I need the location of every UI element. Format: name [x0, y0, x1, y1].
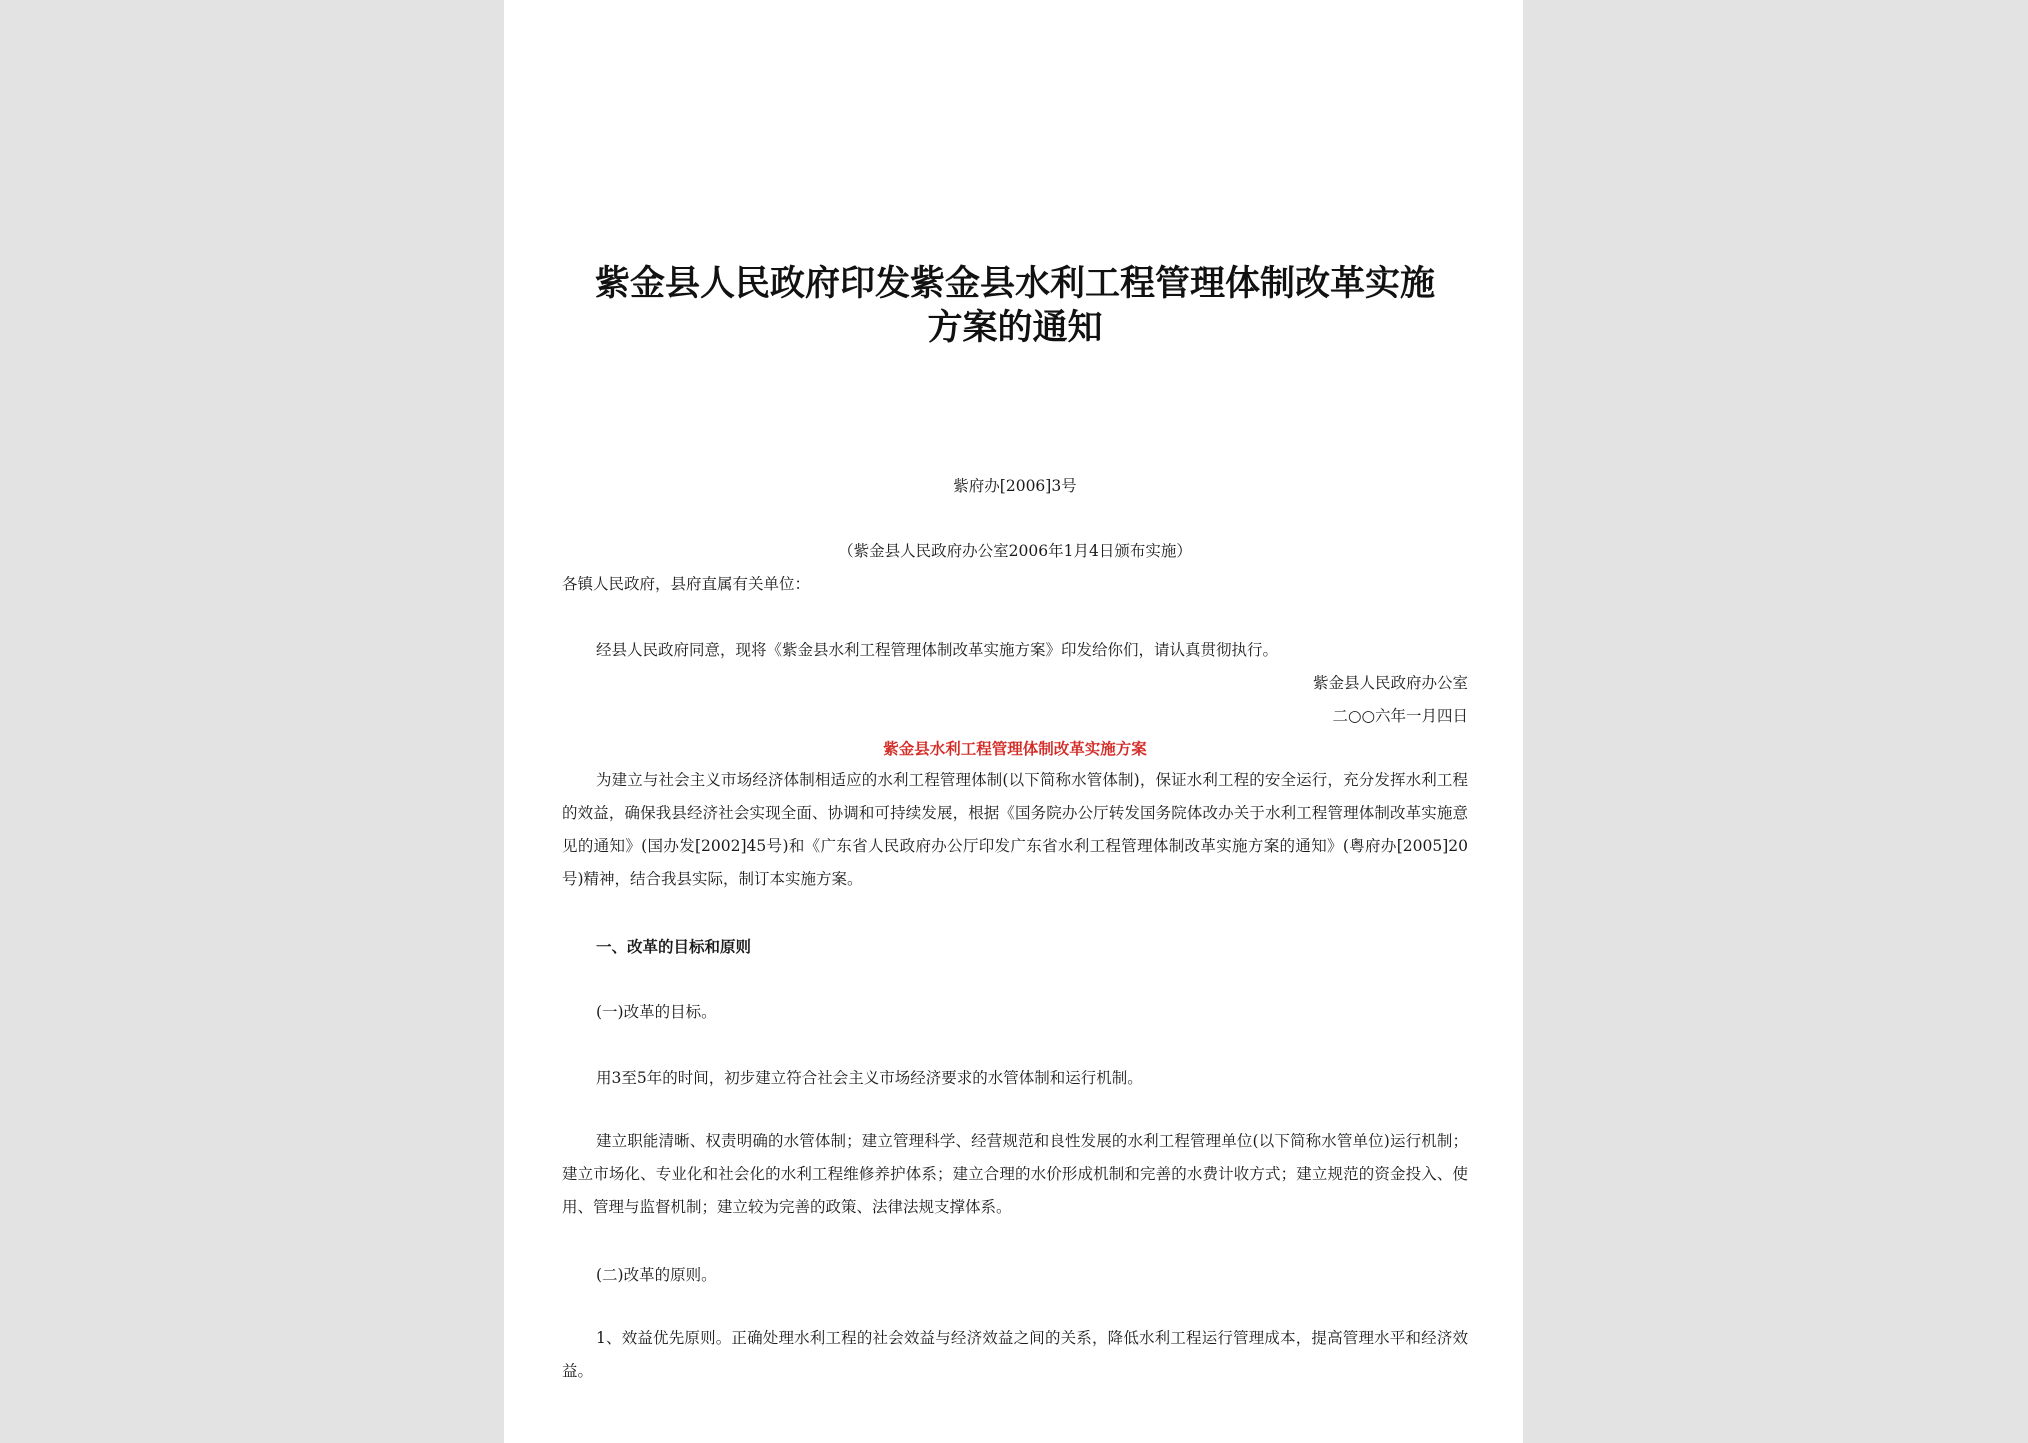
- title-line-2: 方案的通知: [927, 308, 1103, 348]
- goal-paragraph-1: 用3至5年的时间，初步建立符合社会主义市场经济要求的水管体制和运行机制。: [596, 1069, 1143, 1087]
- plan-title: 紫金县水利工程管理体制改革实施方案: [883, 740, 1147, 758]
- salutation: 各镇人民政府，县府直属有关单位：: [562, 575, 811, 593]
- subsection-1-heading: (一)改革的目标。: [596, 1003, 717, 1021]
- goal-paragraph-2: 建立职能清晰、权责明确的水管体制；建立管理科学、经营规范和良性发展的水利工程管理单位(以下简称水管单位)运行机制；建立市场化、专业化和社会化的水利工程维修养护体系；建立合理的水价形成机制和完善的水费计收方式；建立规范的资金投入、使用、管理与监督机制；建立较为完善的政策、法律法规支撑体系。: [562, 1132, 1468, 1216]
- signature-date: 二○○六年一月四日: [1332, 707, 1468, 725]
- section-1-heading: 一、改革的目标和原则: [596, 938, 752, 956]
- intro-paragraph: 经县人民政府同意，现将《紫金县水利工程管理体制改革实施方案》印发给你们，请认真贯彻执行。: [596, 641, 1279, 659]
- preamble-paragraph: 为建立与社会主义市场经济体制相适应的水利工程管理体制(以下简称水管体制)，保证水利工程的安全运行，充分发挥水利工程的效益，确保我县经济社会实现全面、协调和可持续发展，根据《国务院办公厅转发国务院体改办关于水利工程管理体制改革实施意见的通知》(国办发[2002]45号)和《广东省人民政府办公厅印发广东省水利工程管理体制改革实施方案的通知》(粤府办[2005]20号)精神，结合我县实际，制订本实施方案。: [562, 771, 1468, 888]
- document-title: [562, 262, 1468, 350]
- principle-1-paragraph: 1、效益优先原则。正确处理水利工程的社会效益与经济效益之间的关系，降低水利工程运行管理成本，提高管理水平和经济效益。: [562, 1329, 1468, 1380]
- issued-by: （紫金县人民政府办公室2006年1月4日颁布实施）: [838, 542, 1192, 560]
- document-page: [504, 0, 1523, 1443]
- title-line-1: 紫金县人民政府印发紫金县水利工程管理体制改革实施: [594, 264, 1435, 304]
- subsection-2-heading: (二)改革的原则。: [596, 1266, 717, 1284]
- doc-number: 紫府办[2006]3号: [953, 477, 1077, 495]
- signature-org: 紫金县人民政府办公室: [1312, 674, 1468, 692]
